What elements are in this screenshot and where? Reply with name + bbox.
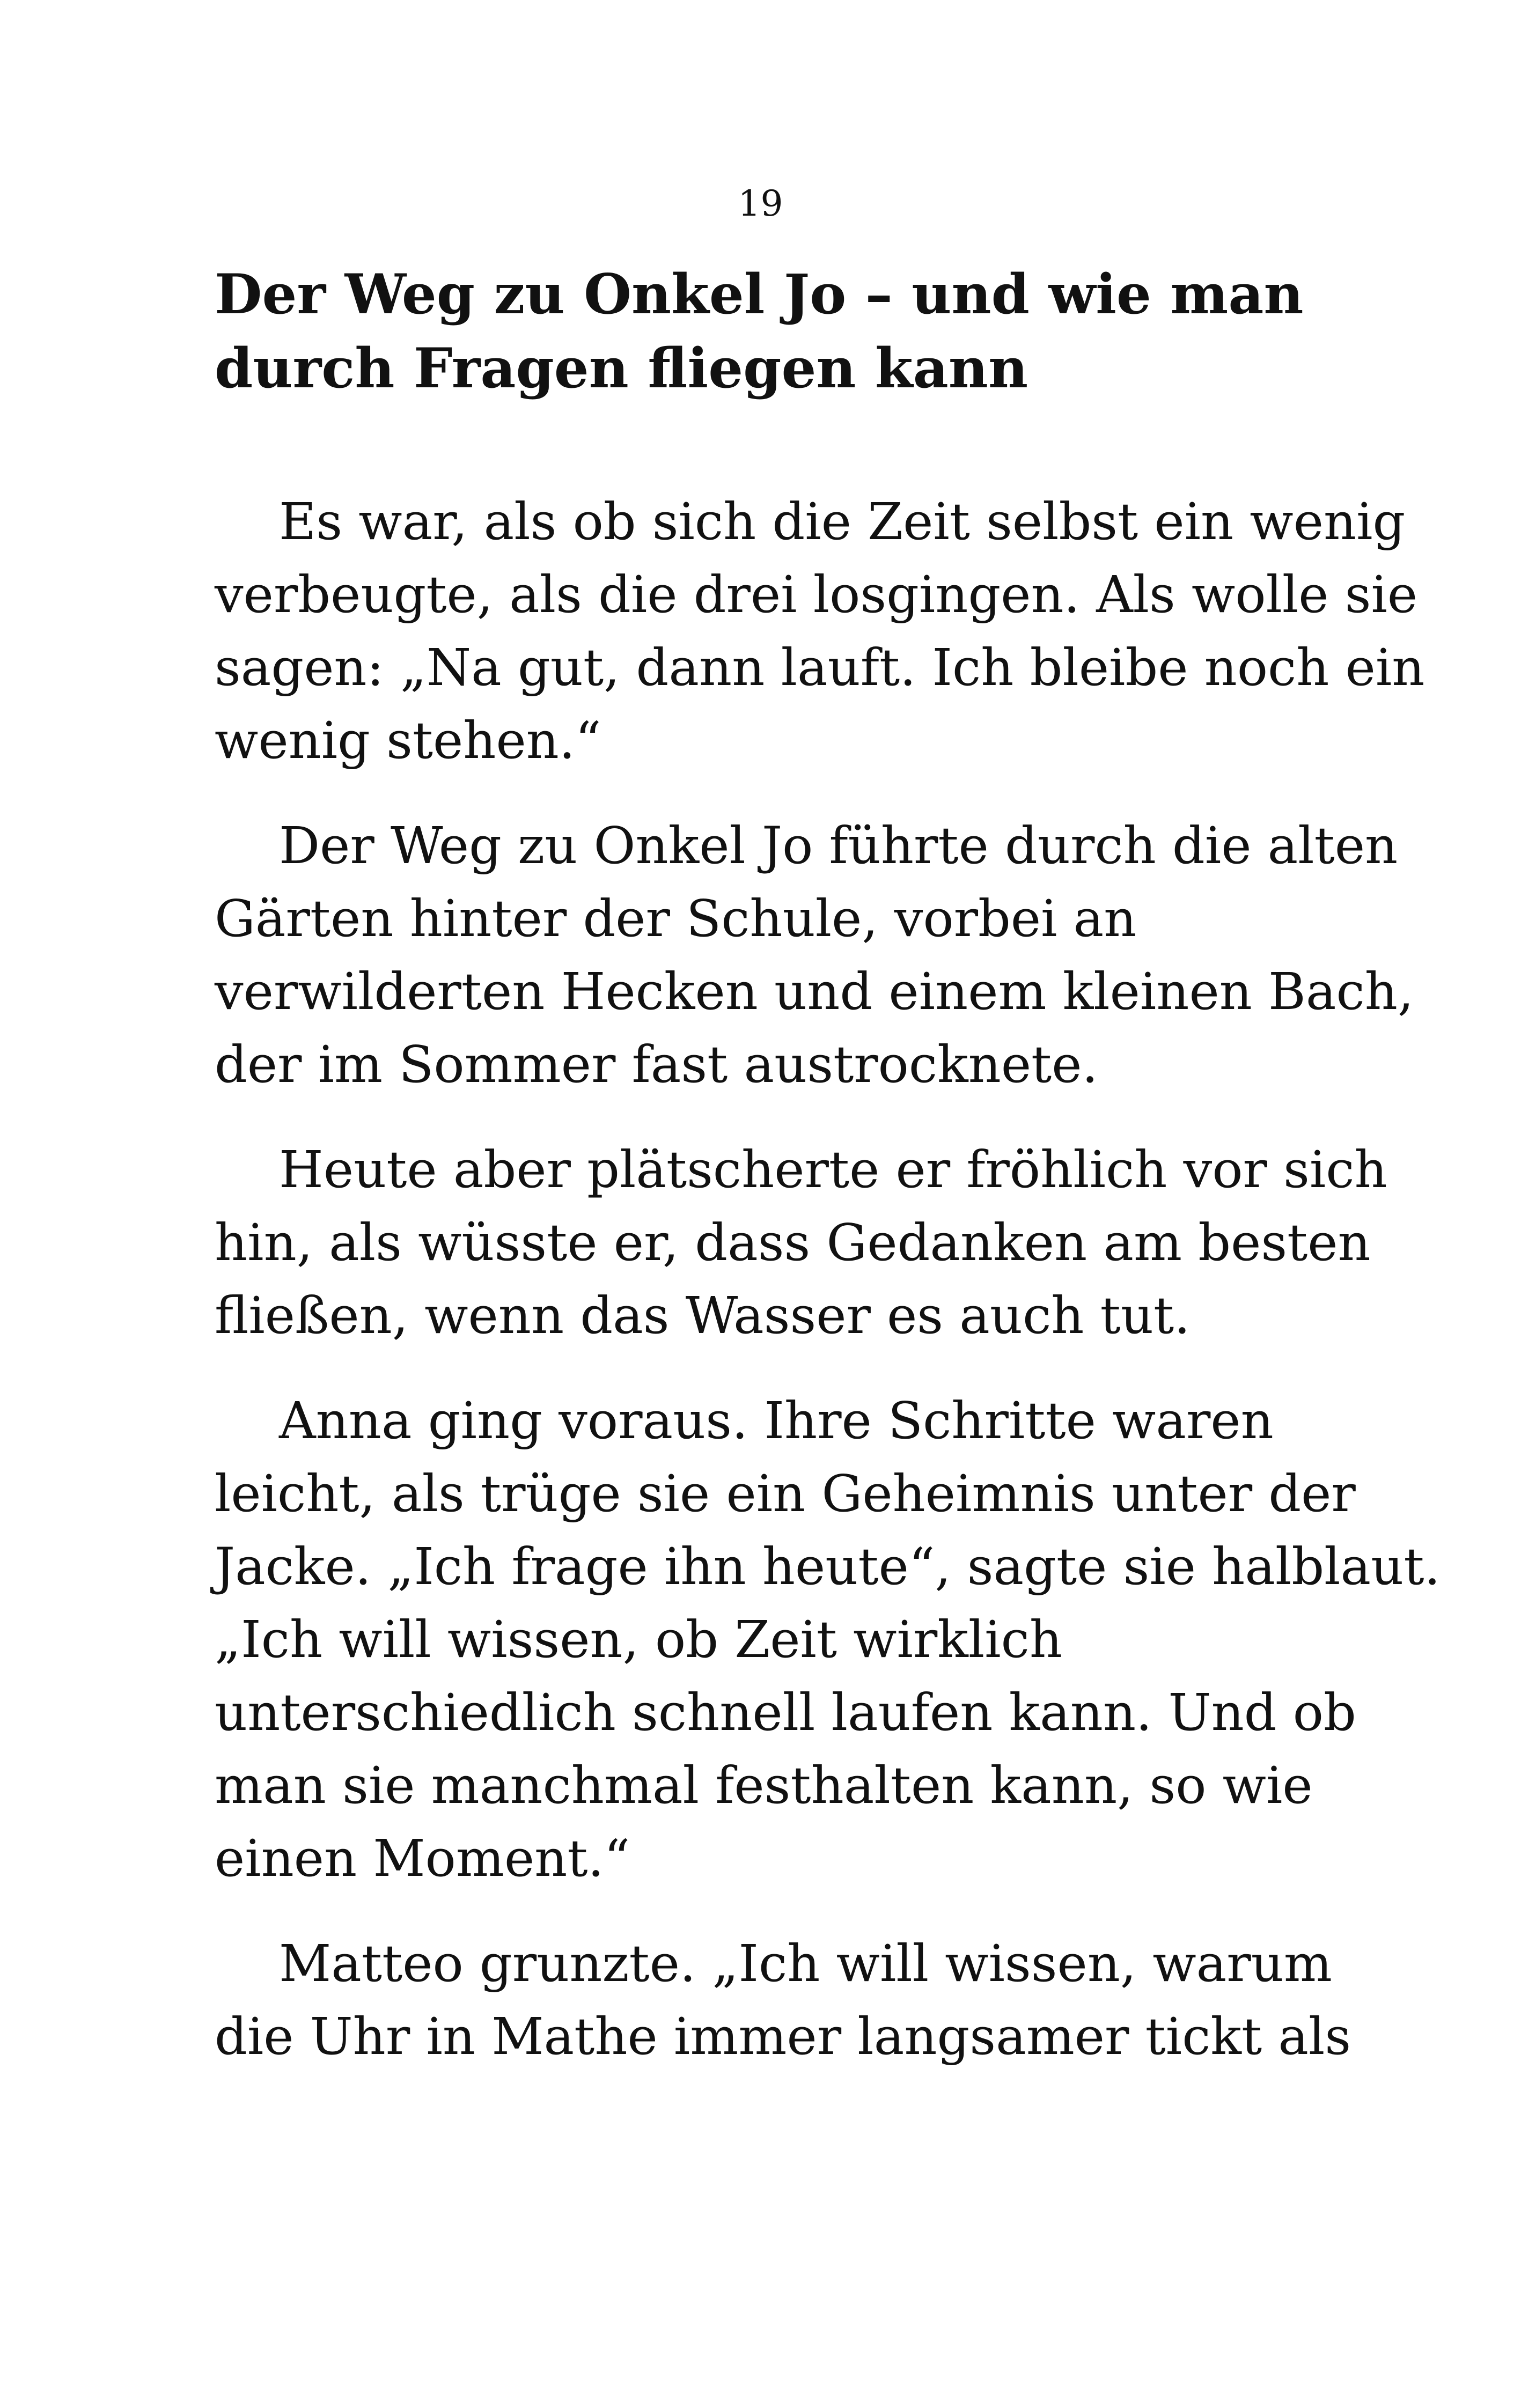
text-line: hin, als wüsste er, dass Gedanken am besten (215, 1213, 1371, 1272)
text-line: „Ich will wissen, ob Zeit wirklich (215, 1610, 1063, 1669)
paragraph (215, 809, 1414, 1101)
text-line: Matteo grunzte. „Ich will wissen, warum (279, 1934, 1332, 1993)
text-line: einen Moment.“ (215, 1829, 630, 1888)
text-line: Es war, als ob sich die Zeit selbst ein wenig (279, 492, 1406, 551)
text-line: fließen, wenn das Wasser es auch tut. (215, 1286, 1191, 1345)
text-line: Anna ging voraus. Ihre Schritte waren (279, 1391, 1274, 1450)
chapter-title-line: durch Fragen fliegen kann (215, 336, 1028, 401)
text-line: verbeugte, als die drei losgingen. Als wolle sie (215, 565, 1418, 624)
text-line: unterschiedlich schnell laufen kann. Und ob (215, 1683, 1356, 1742)
page-number: 19 (738, 183, 783, 224)
text-line: leicht, als trüge sie ein Geheimnis unter der (215, 1464, 1356, 1523)
text-line: wenig stehen.“ (215, 711, 601, 770)
text-line: Jacke. „Ich frage ihn heute“, sagte sie halblaut. (215, 1537, 1441, 1596)
paragraph (215, 1385, 1441, 1895)
paragraph (215, 1927, 1351, 2073)
chapter-title-line: Der Weg zu Onkel Jo – und wie man (215, 262, 1304, 327)
text-line: der im Sommer fast austrocknete. (215, 1035, 1098, 1094)
text-line: die Uhr in Mathe immer langsamer tickt als (215, 2007, 1351, 2066)
text-line: Der Weg zu Onkel Jo führte durch die alten (279, 816, 1398, 875)
chapter-title (215, 257, 1341, 406)
text-line: Gärten hinter der Schule, vorbei an (215, 889, 1137, 948)
text-line: verwilderten Hecken und einem kleinen Bach, (215, 962, 1414, 1021)
text-line: sagen: „Na gut, dann lauft. Ich bleibe noch ein (215, 638, 1425, 697)
body-text (215, 485, 1441, 2105)
text-line: man sie manchmal festhalten kann, so wie (215, 1756, 1313, 1815)
paragraph (215, 1133, 1387, 1352)
text-line: Heute aber plätscherte er fröhlich vor sich (279, 1140, 1387, 1199)
paragraph (215, 485, 1425, 777)
